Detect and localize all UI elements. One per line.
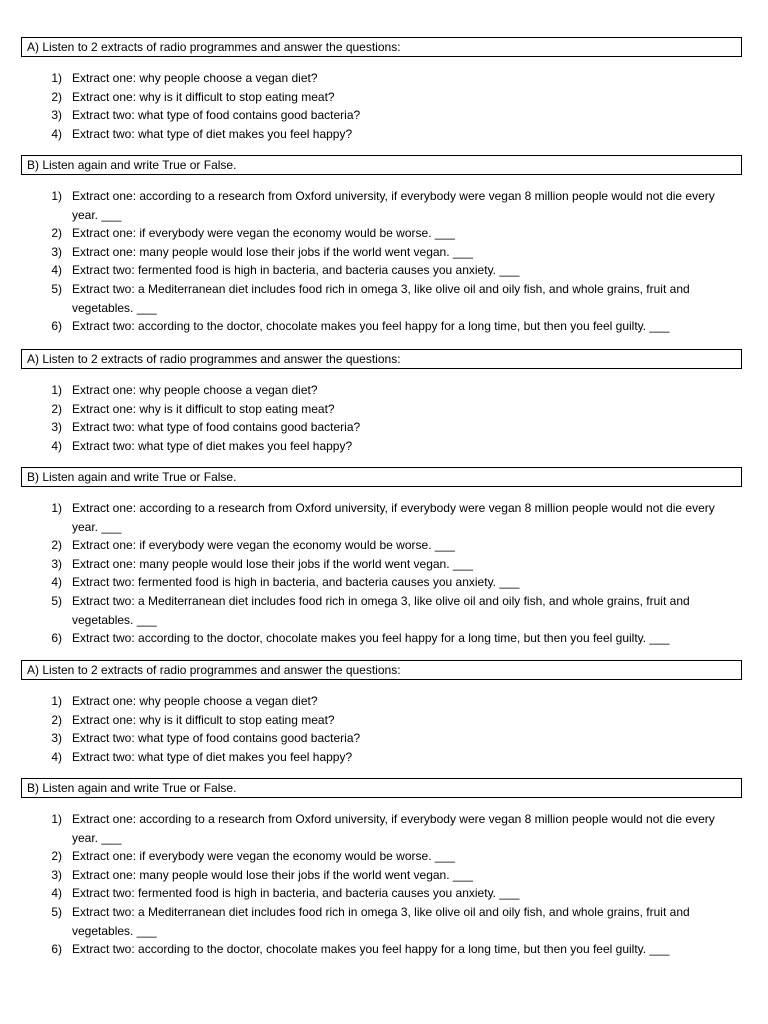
question-item	[36, 729, 736, 748]
statement-text: Extract one: according to a research from Oxford university, if everybody were vegan 8 million people would not die every year. ___	[72, 501, 715, 534]
question-number: 2)	[51, 89, 62, 104]
statement-text: Extract one: if everybody were vegan the economy would be worse. ___	[72, 538, 455, 553]
question-number: 3)	[51, 108, 62, 123]
statement-number: 1)	[51, 189, 62, 203]
statement-item	[36, 536, 736, 555]
statement-item	[36, 903, 736, 940]
statement-text: Extract one: according to a research from Oxford university, if everybody were vegan 8 million people would not die every year. ___	[72, 189, 715, 222]
statement-text: Extract one: if everybody were vegan the economy would be worse. ___	[72, 849, 455, 864]
question-number: 1)	[51, 383, 62, 397]
statement-text: Extract two: according to the doctor, chocolate makes you feel happy for a long time, but then you feel guilty. ___	[72, 319, 670, 334]
statement-text: Extract one: many people would lose their jobs if the world went vegan. ___	[72, 867, 473, 882]
statement-number: 4)	[51, 263, 62, 278]
statement-item	[36, 573, 736, 592]
statement-number: 4)	[51, 575, 62, 590]
section-heading: A) Listen to 2 extracts of radio programmes and answer the questions:	[27, 40, 401, 54]
question-text: Extract two: what type of diet makes you feel happy?	[72, 438, 353, 453]
question-text: Extract two: what type of food contains good bacteria?	[72, 108, 361, 123]
statement-item	[36, 592, 736, 629]
question-text: Extract one: why is it difficult to stop eating meat?	[72, 89, 335, 104]
question-item	[36, 88, 736, 107]
question-list	[36, 692, 736, 766]
statement-text: Extract two: a Mediterranean diet includes food rich in omega 3, like olive oil and oily fish, and whole grains, fruit and vegetables. ___	[72, 904, 690, 938]
question-text: Extract two: what type of food contains good bacteria?	[72, 731, 361, 746]
statement-number: 3)	[51, 556, 62, 571]
question-item	[36, 381, 736, 400]
statement-text: Extract two: according to the doctor, chocolate makes you feel happy for a long time, but then you feel guilty. ___	[72, 631, 670, 646]
statement-number: 6)	[51, 319, 62, 334]
question-text: Extract one: why people choose a vegan diet?	[72, 383, 318, 397]
section-heading-box	[21, 467, 742, 487]
question-number: 1)	[51, 71, 62, 85]
question-number: 3)	[51, 731, 62, 746]
statement-text: Extract one: if everybody were vegan the economy would be worse. ___	[72, 226, 455, 241]
statement-item	[36, 555, 736, 574]
question-text: Extract one: why is it difficult to stop eating meat?	[72, 401, 335, 416]
statement-item	[36, 261, 736, 280]
statement-item	[36, 810, 736, 847]
statement-item	[36, 847, 736, 866]
statement-text: Extract two: fermented food is high in bacteria, and bacteria causes you anxiety. ___	[72, 886, 520, 901]
question-item	[36, 748, 736, 767]
question-list	[36, 381, 736, 455]
statement-number: 6)	[51, 631, 62, 646]
statement-list	[36, 810, 736, 959]
statement-text: Extract one: according to a research from Oxford university, if everybody were vegan 8 million people would not die every year. ___	[72, 812, 715, 845]
question-number: 4)	[51, 438, 62, 453]
question-text: Extract one: why people choose a vegan diet?	[72, 694, 318, 708]
question-text: Extract two: what type of diet makes you feel happy?	[72, 126, 353, 141]
question-item	[36, 692, 736, 711]
statement-number: 2)	[51, 538, 62, 553]
statement-item	[36, 499, 736, 536]
section-heading-box	[21, 349, 742, 369]
statement-item	[36, 187, 736, 224]
question-item	[36, 437, 736, 456]
statement-item	[36, 940, 736, 959]
statement-item	[36, 884, 736, 903]
statement-number: 3)	[51, 244, 62, 259]
question-text: Extract one: why is it difficult to stop eating meat?	[72, 712, 335, 727]
statement-text: Extract two: a Mediterranean diet includes food rich in omega 3, like olive oil and oily fish, and whole grains, fruit and vegetables. ___	[72, 593, 690, 627]
section-heading-box	[21, 778, 742, 798]
question-text: Extract one: why people choose a vegan diet?	[72, 71, 318, 85]
statement-number: 5)	[51, 904, 62, 919]
section-heading: B) Listen again and write True or False.	[27, 470, 237, 484]
statement-item	[36, 224, 736, 243]
question-number: 4)	[51, 126, 62, 141]
statement-item	[36, 280, 736, 317]
statement-text: Extract one: many people would lose their jobs if the world went vegan. ___	[72, 244, 473, 259]
statement-number: 3)	[51, 867, 62, 882]
question-item	[36, 125, 736, 144]
question-list	[36, 69, 736, 143]
statement-item	[36, 317, 736, 336]
question-number: 2)	[51, 712, 62, 727]
section-heading: A) Listen to 2 extracts of radio programmes and answer the questions:	[27, 352, 401, 366]
question-number: 1)	[51, 694, 62, 708]
question-text: Extract two: what type of food contains good bacteria?	[72, 420, 361, 435]
statement-number: 2)	[51, 849, 62, 864]
statement-number: 2)	[51, 226, 62, 241]
question-item	[36, 418, 736, 437]
section-heading-box	[21, 660, 742, 680]
question-item	[36, 69, 736, 88]
statement-text: Extract two: fermented food is high in bacteria, and bacteria causes you anxiety. ___	[72, 575, 520, 590]
section-heading-box	[21, 155, 742, 175]
question-item	[36, 711, 736, 730]
statement-text: Extract two: fermented food is high in bacteria, and bacteria causes you anxiety. ___	[72, 263, 520, 278]
statement-text: Extract two: a Mediterranean diet includes food rich in omega 3, like olive oil and oily fish, and whole grains, fruit and vegetables. ___	[72, 281, 690, 315]
statement-item	[36, 629, 736, 648]
question-item	[36, 106, 736, 125]
question-item	[36, 400, 736, 419]
statement-item	[36, 243, 736, 262]
statement-number: 6)	[51, 942, 62, 957]
question-number: 3)	[51, 420, 62, 435]
section-heading: A) Listen to 2 extracts of radio programmes and answer the questions:	[27, 663, 401, 677]
section-heading: B) Listen again and write True or False.	[27, 781, 237, 795]
statement-list	[36, 187, 736, 336]
section-heading-box	[21, 37, 742, 57]
question-number: 4)	[51, 749, 62, 764]
statement-number: 1)	[51, 501, 62, 515]
statement-number: 4)	[51, 886, 62, 901]
section-heading: B) Listen again and write True or False.	[27, 158, 237, 172]
statement-item	[36, 866, 736, 885]
statement-number: 5)	[51, 281, 62, 296]
question-number: 2)	[51, 401, 62, 416]
statement-text: Extract two: according to the doctor, chocolate makes you feel happy for a long time, but then you feel guilty. ___	[72, 942, 670, 957]
question-text: Extract two: what type of diet makes you feel happy?	[72, 749, 353, 764]
statement-number: 5)	[51, 593, 62, 608]
statement-number: 1)	[51, 812, 62, 826]
statement-list	[36, 499, 736, 648]
statement-text: Extract one: many people would lose their jobs if the world went vegan. ___	[72, 556, 473, 571]
